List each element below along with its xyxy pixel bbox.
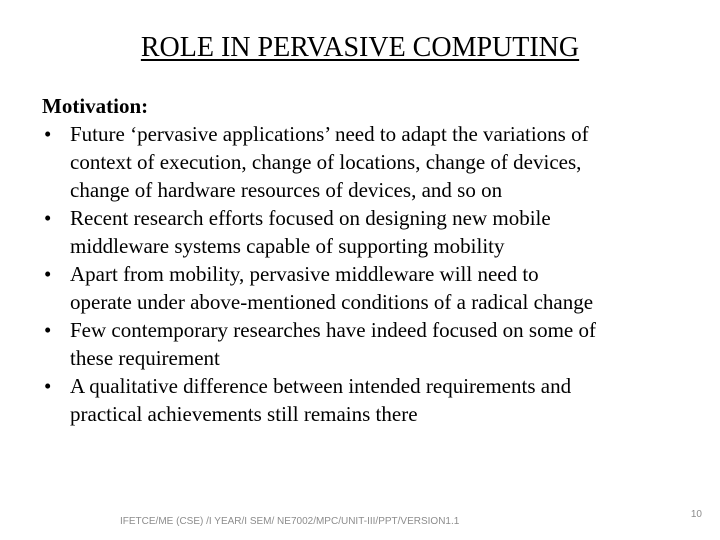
bullet-text-line: practical achievements still remains there [70, 402, 418, 426]
bullet-text-line: middleware systems capable of supporting mobility [70, 234, 505, 258]
bullet-icon: • [44, 206, 52, 230]
bullet-text-line: operate under above-mentioned conditions of a radical change [70, 290, 594, 314]
bullet-item [42, 204, 682, 260]
bullet-icon: • [44, 374, 52, 398]
slide-title: ROLE IN PERVASIVE COMPUTING [140, 32, 580, 63]
bullet-text-line: context of execution, change of locations, change of devices, [70, 150, 582, 174]
bullet-text-line: A qualitative difference between intended requirements and [70, 374, 572, 398]
bullet-item [42, 316, 682, 372]
bullet-icon: • [44, 122, 52, 146]
bullet-icon: • [44, 262, 52, 286]
bullet-text-line: these requirement [70, 346, 220, 370]
page-number: 10 [690, 509, 702, 520]
bullet-text-line: Recent research efforts focused on designing new mobile [70, 206, 551, 230]
bullet-item [42, 120, 682, 204]
motivation-heading: Motivation: [42, 94, 149, 118]
bullet-item [42, 260, 682, 316]
slide-content [42, 92, 682, 428]
bullet-text-line: Future ‘pervasive applications’ need to adapt the variations of [70, 122, 589, 146]
bullet-text-line: Few contemporary researches have indeed focused on some of [70, 318, 596, 342]
bullet-icon: • [44, 318, 52, 342]
bullet-list [42, 120, 682, 428]
slide-footer: IFETCE/ME (CSE) /I YEAR/I SEM/ NE7002/MPC/UNIT-III/PPT/VERSION1.1 [120, 516, 460, 527]
bullet-text-line: Apart from mobility, pervasive middleware will need to [70, 262, 539, 286]
bullet-item [42, 372, 682, 428]
bullet-text-line: change of hardware resources of devices, and so on [70, 178, 503, 202]
